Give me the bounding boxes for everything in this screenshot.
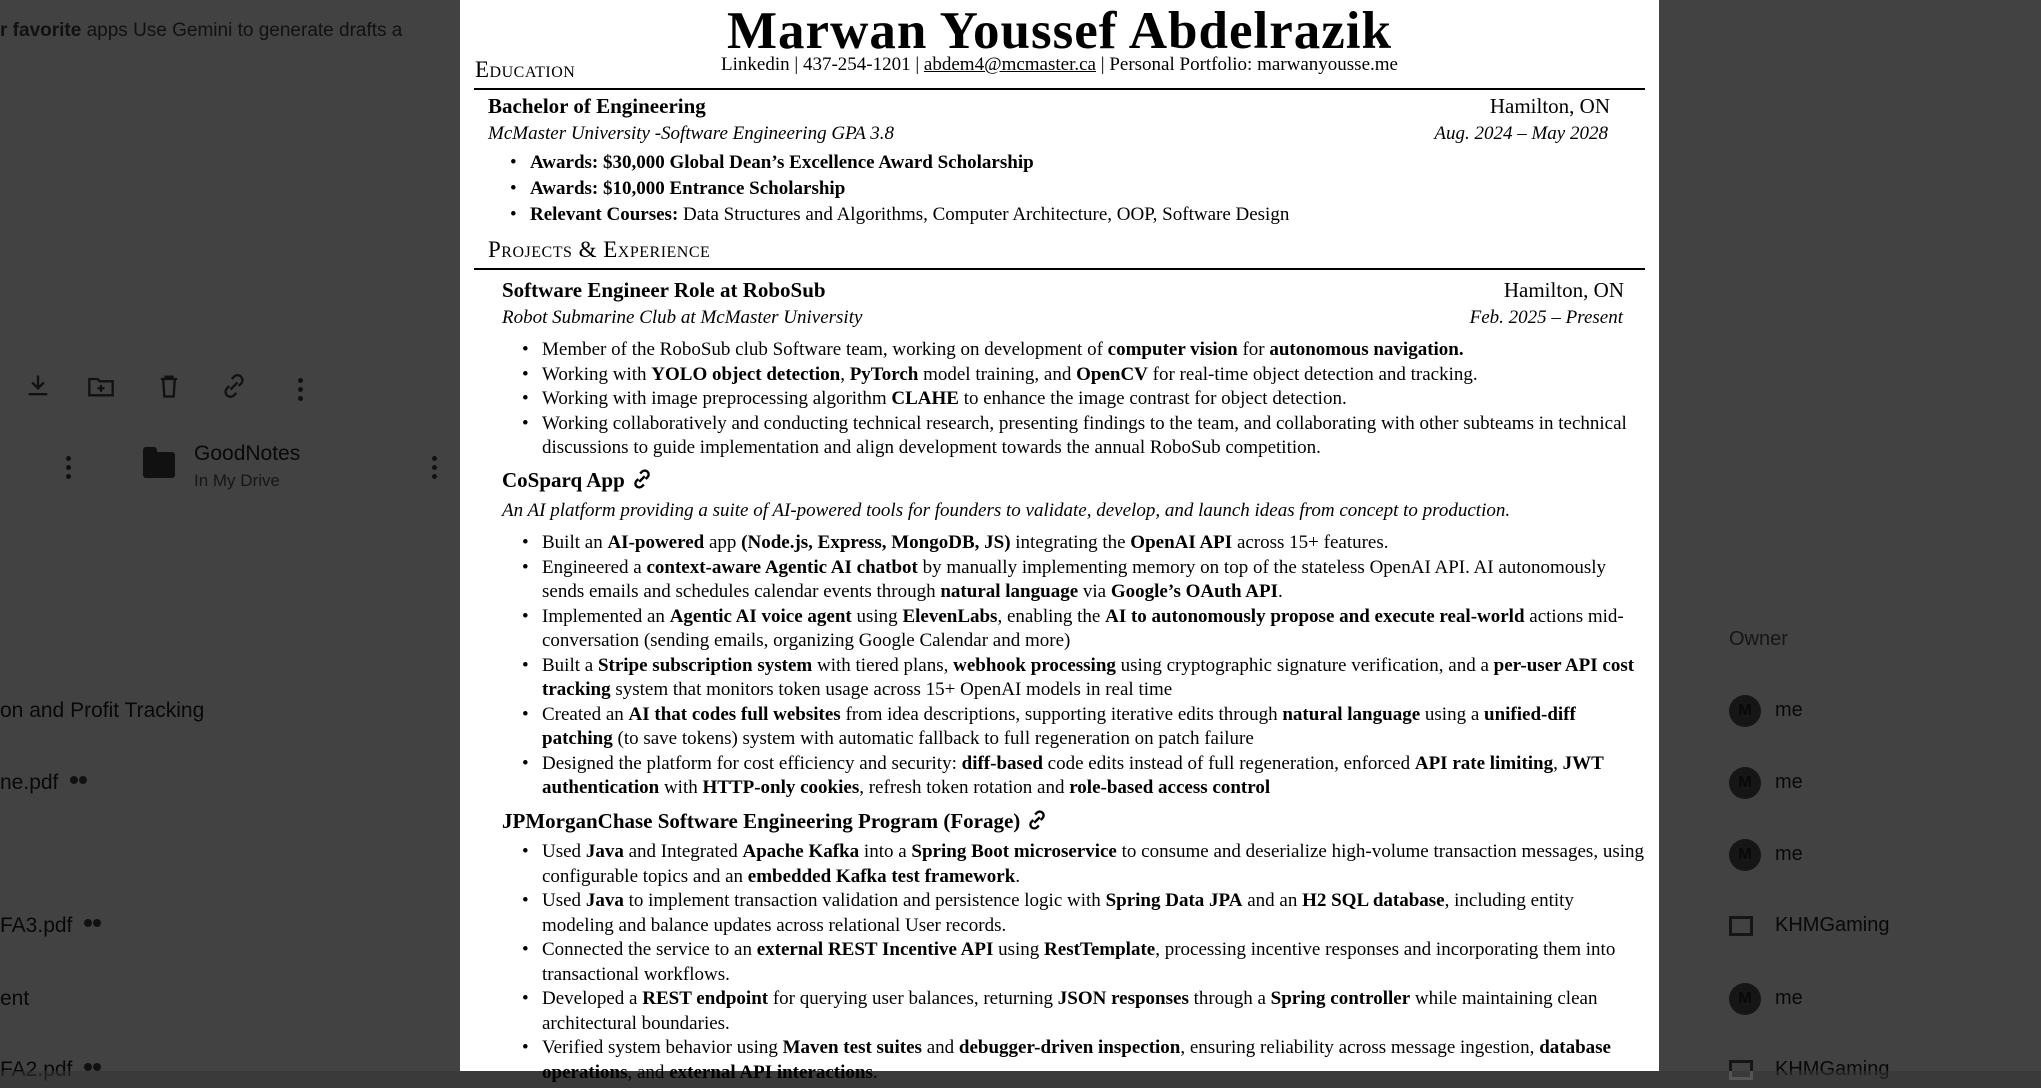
education-heading: Education — [475, 57, 576, 82]
list-item: • Built an AI-powered app (Node.js, Express, MongoDB, JS) integrating the OpenAI API across 15+ features. — [516, 531, 1646, 556]
list-item: • Created an AI that codes full websites from idea descriptions, supporting iterative edits through natural language using a unified-diff patching (to save tokens) system with automatic fallback to full regeneration on patch failure — [516, 703, 1646, 752]
robosub-dates: Feb. 2025 – Present — [1469, 307, 1623, 328]
cosparq-title: CoSparq App — [502, 468, 653, 493]
list-item: • Working with YOLO object detection, PyTorch model training, and OpenCV for real-time object detection and tracking. — [516, 363, 1646, 388]
cosparq-description: An AI platform providing a suite of AI-powered tools for founders to validate, develop, and launch ideas from concept to production. — [502, 500, 1511, 521]
robosub-location: Hamilton, ON — [1503, 278, 1624, 302]
contact-line: Linkedin | 437-254-1201 | abdem4@mcmaster.ca | Personal Portfolio: marwanyousse.me — [721, 54, 1398, 75]
degree-title: Bachelor of Engineering — [488, 94, 706, 118]
list-item: • Working collaboratively and conducting technical research, presenting findings to the team, and collaborating with other subteams in technical discussions to guide implementation and align development towards the annual RoboSub competition. — [516, 412, 1646, 461]
robosub-role: Software Engineer Role at RoboSub — [502, 278, 826, 302]
list-item: • Relevant Courses: Data Structures and Algorithms, Computer Architecture, OOP, Software Design — [504, 202, 1624, 228]
linkedin-link[interactable]: Linkedin — [721, 54, 790, 75]
list-item: • Member of the RoboSub club Software team, working on development of computer vision for autonomous navigation. — [516, 338, 1646, 363]
projects-heading: Projects & Experience — [488, 237, 711, 262]
pdf-preview-page — [460, 0, 1659, 1083]
list-item: • Awards: $30,000 Global Dean’s Excellence Award Scholarship — [504, 150, 1624, 176]
school-name: McMaster University -Software Engineering GPA 3.8 — [488, 123, 894, 144]
robosub-org: Robot Submarine Club at McMaster University — [502, 307, 863, 328]
list-item: • Developed a REST endpoint for querying user balances, returning JSON responses through a Spring controller while maintaining clean architectural boundaries. — [516, 987, 1646, 1036]
phone-number: 437-254-1201 — [802, 54, 911, 75]
email-link[interactable]: abdem4@mcmaster.ca — [923, 54, 1096, 75]
section-divider — [474, 88, 1645, 90]
education-dates: Aug. 2024 – May 2028 — [1434, 123, 1608, 144]
link-icon[interactable] — [1026, 809, 1048, 831]
list-item: • Connected the service to an external REST Incentive API using RestTemplate, processing incentive responses and incorporating them into transactional workflows. — [516, 938, 1646, 987]
list-item: • Verified system behavior using Maven test suites and debugger-driven inspection, ensuring reliability across message ingestion, database operations, and external API interactions. — [516, 1036, 1646, 1085]
link-icon[interactable] — [631, 468, 653, 490]
education-location: Hamilton, ON — [1489, 94, 1610, 118]
list-item: • Designed the platform for cost efficiency and security: diff-based code edits instead of full regeneration, enforced API rate limiting, JWT authentication with HTTP-only cookies, refresh token rotation and role-based access control — [516, 752, 1646, 801]
robosub-bullets — [516, 338, 1646, 461]
resume-name: Marwan Youssef Abdelrazik — [727, 2, 1392, 60]
list-item: • Used Java and Integrated Apache Kafka into a Spring Boot microservice to consume and deserialize high-volume transaction messages, using configurable topics and an embedded Kafka test framework. — [516, 840, 1646, 889]
list-item: • Engineered a context-aware Agentic AI chatbot by manually implementing memory on top of the stateless OpenAI API. AI autonomously sends emails and schedules calendar events through natural language via Google’s OAuth API. — [516, 556, 1646, 605]
portfolio-link[interactable]: Personal Portfolio: marwanyousse.me — [1109, 54, 1398, 75]
section-divider — [474, 268, 1645, 270]
list-item: • Working with image preprocessing algorithm CLAHE to enhance the image contrast for object detection. — [516, 387, 1646, 412]
list-item: • Awards: $10,000 Entrance Scholarship — [504, 176, 1624, 202]
list-item: • Implemented an Agentic AI voice agent using ElevenLabs, enabling the AI to autonomously propose and execute real-world actions mid-conversation (sending emails, organizing Google Calendar and more) — [516, 605, 1646, 654]
list-item: • Used Java to implement transaction validation and persistence logic with Spring Data JPA and an H2 SQL database, including entity modeling and balance updates across relational User records. — [516, 889, 1646, 938]
list-item: • Built a Stripe subscription system with tiered plans, webhook processing using cryptographic signature verification, and a per-user API cost tracking system that monitors token usage across 15+ OpenAI models in real time — [516, 654, 1646, 703]
jpm-title: JPMorganChase Software Engineering Program (Forage) — [502, 809, 1048, 834]
cosparq-bullets — [516, 531, 1646, 801]
jpm-bullets — [516, 840, 1646, 1085]
education-bullets — [504, 150, 1624, 228]
